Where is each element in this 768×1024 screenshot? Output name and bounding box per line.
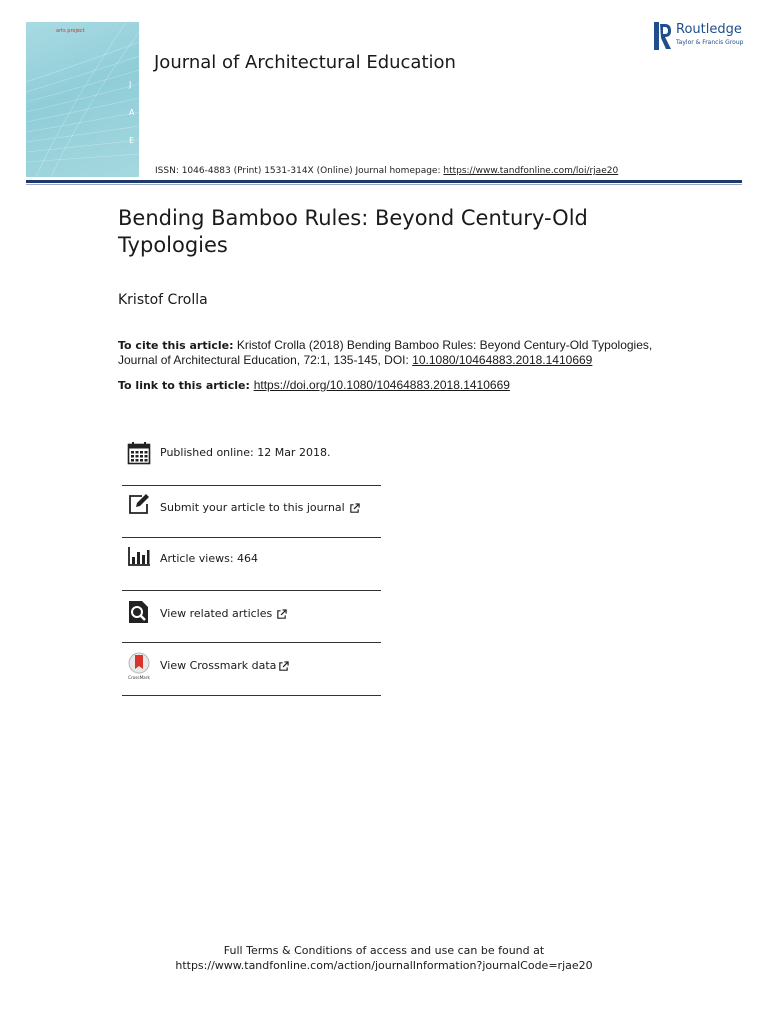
routledge-logo: [654, 22, 749, 50]
article-doi-link[interactable]: https://doi.org/10.1080/10464883.2018.1410669: [253, 378, 510, 392]
link-label: To link to this article:: [118, 379, 254, 392]
crossmark-row[interactable]: [122, 647, 381, 699]
meta-divider: [122, 537, 381, 538]
crossmark-text: View Crossmark data: [160, 659, 277, 672]
meta-divider: [122, 642, 381, 643]
cover-tiny-text: arts project: [56, 28, 85, 34]
journal-title: Journal of Architectural Education: [154, 52, 456, 73]
submit-article-link[interactable]: [160, 501, 360, 514]
cover-letter-j: J: [129, 80, 132, 89]
cite-label: To cite this article:: [118, 339, 234, 352]
meta-divider: [122, 485, 381, 486]
citation-block: [118, 338, 678, 368]
issn-line: [155, 166, 618, 176]
cover-pattern: [26, 22, 139, 177]
crossmark-icon: [127, 652, 151, 680]
meta-divider: [122, 695, 381, 696]
publisher-name: Routledge: [676, 22, 742, 37]
cover-letter-a: A: [129, 108, 135, 117]
submit-article-row[interactable]: [122, 490, 381, 542]
related-articles-row[interactable]: [122, 595, 381, 647]
publisher-subtitle: Taylor & Francis Group: [676, 39, 744, 46]
external-link-icon: [278, 661, 289, 672]
submit-article-text: Submit your article to this journal: [160, 501, 345, 514]
article-title: Bending Bamboo Rules: Beyond Century-Old Typologies: [118, 206, 588, 257]
cite-text: Kristof Crolla (2018) Bending Bamboo Rules: Beyond Century-Old Typologies, Journal of Architectural Education, 72:1, 135-145, DOI:: [118, 338, 653, 367]
crossmark-label: CrossMark: [128, 675, 150, 680]
bar-chart-icon: [127, 544, 151, 568]
footer-terms-text: Full Terms & Conditions of access and use can be found at: [223, 944, 545, 957]
meta-divider: [122, 590, 381, 591]
article-views-text: Article views: 464: [160, 552, 259, 565]
article-views-row: [122, 542, 381, 594]
cover-letter-e: E: [129, 136, 135, 145]
issn-text: ISSN: 1046-4883 (Print) 1531-314X (Online) Journal homepage:: [155, 166, 444, 176]
search-document-icon: [127, 600, 151, 624]
journal-homepage-link[interactable]: https://www.tandfonline.com/loi/rjae20: [443, 166, 619, 176]
header-divider: [26, 180, 742, 183]
edit-icon: [127, 492, 151, 516]
related-articles-link[interactable]: [160, 607, 287, 620]
external-link-icon: [276, 609, 287, 620]
article-link-line: [118, 378, 510, 392]
footer: [0, 943, 768, 973]
external-link-icon: [349, 503, 360, 514]
routledge-r-icon: [654, 22, 672, 50]
journal-cover-image: [26, 22, 139, 177]
published-online-row: [122, 438, 381, 490]
footer-terms-link[interactable]: https://www.tandfonline.com/action/journalInformation?journalCode=rjae20: [175, 959, 593, 972]
crossmark-link[interactable]: [160, 659, 289, 672]
article-author: Kristof Crolla: [118, 292, 208, 308]
calendar-icon: [127, 441, 151, 465]
related-articles-text: View related articles: [160, 607, 273, 620]
header-divider-thin: [26, 184, 742, 185]
cite-doi-link[interactable]: 10.1080/10464883.2018.1410669: [412, 353, 593, 367]
published-online-text: Published online: 12 Mar 2018.: [160, 446, 331, 459]
